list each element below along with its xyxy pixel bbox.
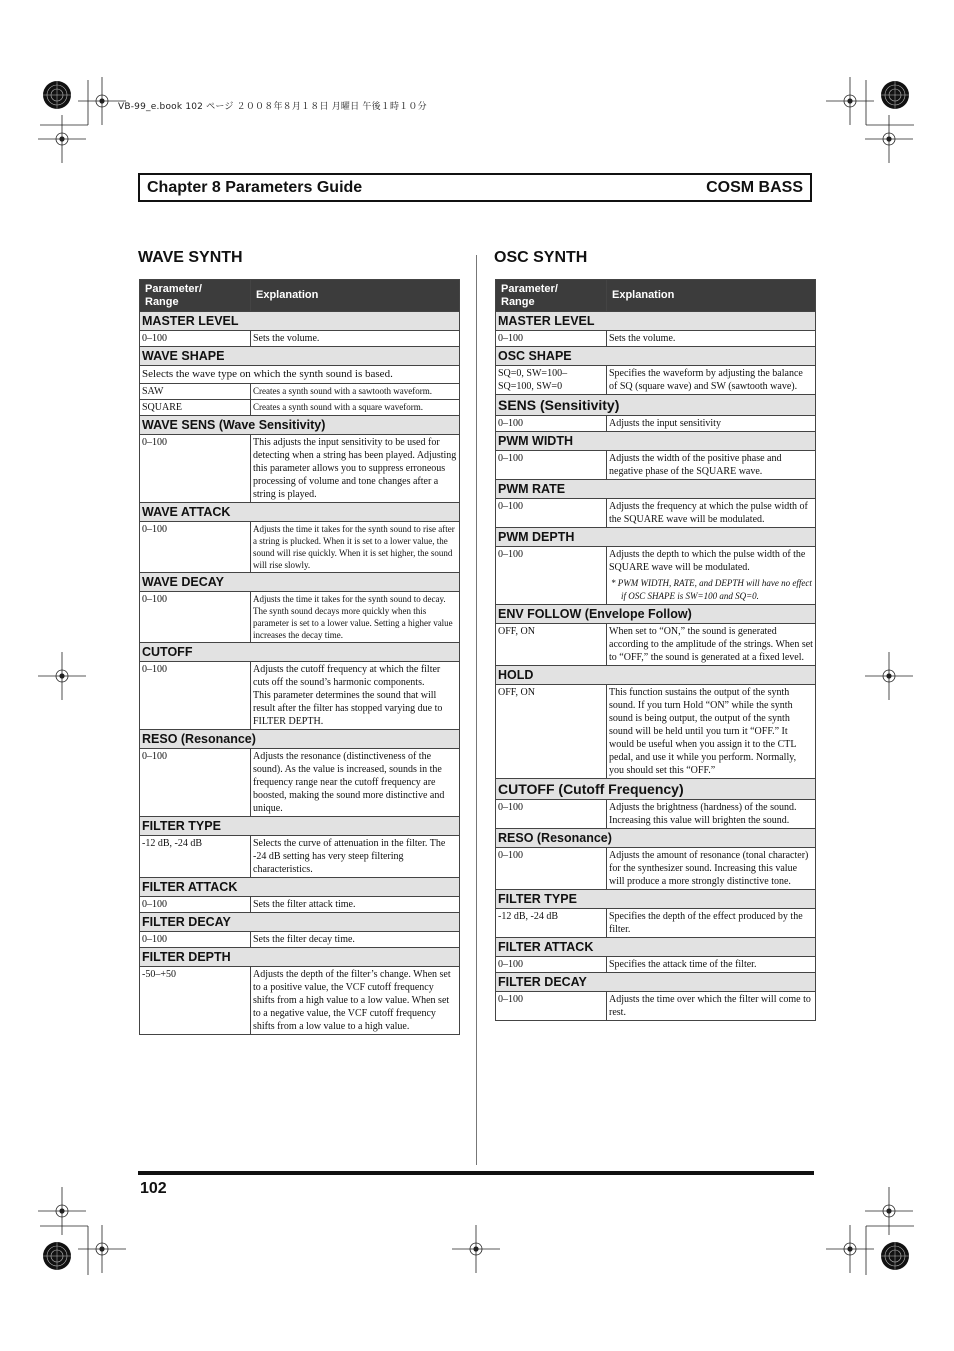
explanation-cell: [607, 547, 816, 605]
section-row: [140, 503, 460, 522]
table-row: [496, 957, 816, 973]
footer-rule: [138, 1171, 814, 1175]
param-range-cell: SAW: [140, 384, 251, 400]
table-row: [140, 897, 460, 913]
explanation-cell: [607, 800, 816, 829]
section-row: [496, 312, 816, 331]
table-row: [140, 384, 460, 400]
explanation-header: Explanation: [251, 280, 460, 312]
section-row: [140, 573, 460, 592]
explanation-cell: [607, 499, 816, 528]
section-label: FILTER ATTACK: [140, 878, 460, 897]
explanation-cell: [251, 749, 460, 817]
table-row: [140, 967, 460, 1035]
table-row: [140, 662, 460, 730]
explanation-text: Sets the filter attack time.: [253, 899, 356, 910]
section-row: [496, 432, 816, 451]
table-row: [496, 848, 816, 890]
param-range-cell: 0–100: [496, 800, 607, 829]
explanation-cell: [251, 384, 460, 400]
printer-info-line: VB-99_e.book 102 ページ ２００８年８月１８日 月曜日 午後１時１０分: [118, 102, 427, 112]
section-row: [140, 312, 460, 331]
param-range-cell: OFF, ON: [496, 624, 607, 666]
param-range-cell: 0–100: [496, 547, 607, 605]
section-row: [496, 890, 816, 909]
param-range-cell: 0–100: [140, 897, 251, 913]
explanation-text: Adjusts the time it takes for the synth sound to decay. The synth sound decays more quickly when this parameter is set to a lower value. Setting a higher value increases the decay time.: [253, 594, 453, 640]
explanation-cell: [607, 848, 816, 890]
explanation-cell: [607, 451, 816, 480]
param-range-cell: 0–100: [140, 749, 251, 817]
table-row: [496, 499, 816, 528]
param-range-cell: SQUARE: [140, 400, 251, 416]
section-row: [496, 666, 816, 685]
section-row: [496, 938, 816, 957]
table-row: [140, 592, 460, 643]
section-row: [140, 730, 460, 749]
explanation-text: Adjusts the time it takes for the synth sound to rise after a string is plucked. When it is set to a lower value, the sound will rise quickly. When it is set higher, the sound will rise slowly.: [253, 524, 455, 570]
section-label: OSC SHAPE: [496, 347, 816, 366]
explanation-cell: [607, 331, 816, 347]
explanation-text: Adjusts the depth to which the pulse width of the SQUARE wave will be modulated.: [609, 549, 806, 573]
explanation-text: Adjusts the width of the positive phase and negative phase of the SQUARE wave.: [609, 453, 782, 477]
description-row: [140, 366, 460, 384]
explanation-text: Sets the filter decay time.: [253, 934, 355, 945]
param-range-cell: 0–100: [140, 592, 251, 643]
section-title: COSM BASS: [706, 178, 803, 196]
explanation-text: Specifies the depth of the effect produced by the filter.: [609, 911, 803, 935]
note-text: * PWM WIDTH, RATE, and DEPTH will have no effect if OSC SHAPE is SW=100 and SQ=0.: [611, 578, 812, 601]
param-range-cell: 0–100: [140, 331, 251, 347]
section-label: MASTER LEVEL: [496, 312, 816, 331]
param-range-cell: SQ=0, SW=100– SQ=100, SW=0: [496, 366, 607, 395]
param-range-cell: 0–100: [140, 522, 251, 573]
section-label: PWM DEPTH: [496, 528, 816, 547]
section-label: CUTOFF (Cutoff Frequency): [496, 779, 816, 800]
section-label: FILTER ATTACK: [496, 938, 816, 957]
table-header-row: [140, 280, 460, 312]
explanation-text-2: This parameter determines the sound that will result after the filter has stopped varying due to FILTER DEPTH.: [253, 690, 443, 727]
param-range-cell: 0–100: [496, 957, 607, 973]
param-range-cell: -12 dB, -24 dB: [140, 836, 251, 878]
table-row: [496, 624, 816, 666]
table-row: [140, 435, 460, 503]
section-label: HOLD: [496, 666, 816, 685]
table-row: [496, 416, 816, 432]
section-label: FILTER TYPE: [140, 817, 460, 836]
explanation-cell: [251, 400, 460, 416]
column-divider: [476, 255, 477, 1165]
section-label: FILTER DECAY: [496, 973, 816, 992]
section-row: [496, 829, 816, 848]
section-row: [140, 948, 460, 967]
param-range-cell: 0–100: [496, 451, 607, 480]
section-row: [140, 643, 460, 662]
section-label: WAVE SENS (Wave Sensitivity): [140, 416, 460, 435]
explanation-text: When set to “ON,” the sound is generated according to the amplitude of the strings. When set to “OFF,” the sound is generated at a fixed level.: [609, 626, 813, 663]
explanation-text: Adjusts the input sensitivity: [609, 418, 721, 429]
explanation-text: Sets the volume.: [609, 333, 676, 344]
section-label: WAVE DECAY: [140, 573, 460, 592]
explanation-cell: [607, 957, 816, 973]
param-range-cell: 0–100: [140, 932, 251, 948]
explanation-cell: [251, 592, 460, 643]
param-range-header: Parameter/ Range: [496, 280, 607, 312]
section-row: [496, 973, 816, 992]
section-row: [496, 605, 816, 624]
table-row: [496, 685, 816, 779]
table-row: [496, 909, 816, 938]
explanation-cell: [607, 685, 816, 779]
explanation-text: Adjusts the depth of the filter’s change. When set to a positive value, the VCF cutoff frequency shifts from a high value to a low value. When set to a negative value, the VCF cutoff frequency shifts from a low value to a high value.: [253, 969, 451, 1032]
section-label: PWM WIDTH: [496, 432, 816, 451]
explanation-text: Creates a synth sound with a sawtooth waveform.: [253, 386, 432, 396]
wave-synth-title: WAVE SYNTH: [138, 249, 243, 266]
table-row: [140, 400, 460, 416]
param-range-cell: 0–100: [496, 848, 607, 890]
explanation-text: Adjusts the time over which the filter will come to rest.: [609, 994, 811, 1018]
explanation-text: Adjusts the amount of resonance (tonal character) for the synthesizer sound. Increasing this value will produce a more strongly distinctive tone.: [609, 850, 809, 887]
explanation-text: Sets the volume.: [253, 333, 320, 344]
explanation-text: This adjusts the input sensitivity to be used for detecting when a string has been played. Adjusting this parameter allows you to suppress erroneous processing of volume and tone changes after a string is played.: [253, 437, 457, 500]
section-label: WAVE ATTACK: [140, 503, 460, 522]
section-label: WAVE SHAPE: [140, 347, 460, 366]
page-number: 102: [140, 1180, 167, 1197]
explanation-header: Explanation: [607, 280, 816, 312]
section-row: [140, 817, 460, 836]
osc-synth-title: OSC SYNTH: [494, 249, 588, 266]
osc-synth-table: [495, 279, 816, 1021]
table-row: [496, 331, 816, 347]
section-label: RESO (Resonance): [496, 829, 816, 848]
section-label: RESO (Resonance): [140, 730, 460, 749]
param-range-cell: 0–100: [140, 662, 251, 730]
explanation-cell: [607, 366, 816, 395]
table-row: [496, 800, 816, 829]
explanation-text: Creates a synth sound with a square waveform.: [253, 402, 423, 412]
section-label: SENS (Sensitivity): [496, 395, 816, 416]
section-row: [496, 347, 816, 366]
table-row: [496, 547, 816, 605]
param-range-cell: 0–100: [496, 416, 607, 432]
table-row: [496, 366, 816, 395]
explanation-cell: [607, 992, 816, 1021]
section-label: FILTER DEPTH: [140, 948, 460, 967]
section-label: PWM RATE: [496, 480, 816, 499]
table-header-row: [496, 280, 816, 312]
table-row: [140, 331, 460, 347]
section-label: FILTER TYPE: [496, 890, 816, 909]
explanation-text: This function sustains the output of the synth sound. If you turn Hold “ON” while the synth sound is being output, the output of the synth sound will be held until you turn it “OFF.” It would be useful when you assign it to the CTL pedal, and use it while you perform. Normally, you should set this “OFF.”: [609, 687, 797, 776]
section-row: [140, 347, 460, 366]
explanation-text: Specifies the waveform by adjusting the balance of SQ (square wave) and SW (sawtooth wave).: [609, 368, 803, 392]
explanation-cell: [251, 662, 460, 730]
explanation-cell: [251, 967, 460, 1035]
chapter-header-bar: [138, 173, 812, 202]
section-label: MASTER LEVEL: [140, 312, 460, 331]
explanation-text: Specifies the attack time of the filter.: [609, 959, 757, 970]
param-range-cell: 0–100: [496, 499, 607, 528]
table-row: [140, 932, 460, 948]
section-label: FILTER DECAY: [140, 913, 460, 932]
description-text: Selects the wave type on which the synth sound is based.: [140, 366, 460, 384]
explanation-text: Adjusts the resonance (distinctiveness of the sound). As the value is increased, sounds in the frequency range near the cutoff frequency are boosted, making the sound more distinctive and unique.: [253, 751, 445, 814]
table-row: [496, 992, 816, 1021]
explanation-text: Selects the curve of attenuation in the filter. The -24 dB setting has very steep filtering characteristics.: [253, 838, 446, 875]
chapter-title: Chapter 8 Parameters Guide: [147, 178, 363, 196]
param-range-cell: OFF, ON: [496, 685, 607, 779]
section-row: [496, 779, 816, 800]
section-row: [140, 416, 460, 435]
table-row: [496, 451, 816, 480]
section-row: [140, 878, 460, 897]
param-range-header: Parameter/ Range: [140, 280, 251, 312]
section-row: [496, 480, 816, 499]
explanation-cell: [251, 522, 460, 573]
table-row: [140, 836, 460, 878]
param-range-cell: -50–+50: [140, 967, 251, 1035]
explanation-cell: [607, 624, 816, 666]
section-label: CUTOFF: [140, 643, 460, 662]
explanation-cell: [251, 331, 460, 347]
param-range-cell: -12 dB, -24 dB: [496, 909, 607, 938]
explanation-cell: [251, 897, 460, 913]
explanation-cell: [251, 932, 460, 948]
explanation-cell: [251, 435, 460, 503]
table-row: [140, 522, 460, 573]
explanation-cell: [607, 909, 816, 938]
explanation-text: Adjusts the cutoff frequency at which the filter cuts off the sound’s harmonic components.: [253, 664, 441, 688]
section-row: [496, 395, 816, 416]
section-row: [496, 528, 816, 547]
explanation-cell: [607, 416, 816, 432]
param-range-cell: 0–100: [140, 435, 251, 503]
explanation-text: Adjusts the frequency at which the pulse width of the SQUARE wave will be modulated.: [609, 501, 808, 525]
wave-synth-table: [139, 279, 460, 1035]
explanation-cell: [251, 836, 460, 878]
param-range-cell: 0–100: [496, 331, 607, 347]
explanation-text: Adjusts the brightness (hardness) of the sound. Increasing this value will brighten the sound.: [609, 802, 797, 826]
param-range-cell: 0–100: [496, 992, 607, 1021]
section-row: [140, 913, 460, 932]
section-label: ENV FOLLOW (Envelope Follow): [496, 605, 816, 624]
table-row: [140, 749, 460, 817]
